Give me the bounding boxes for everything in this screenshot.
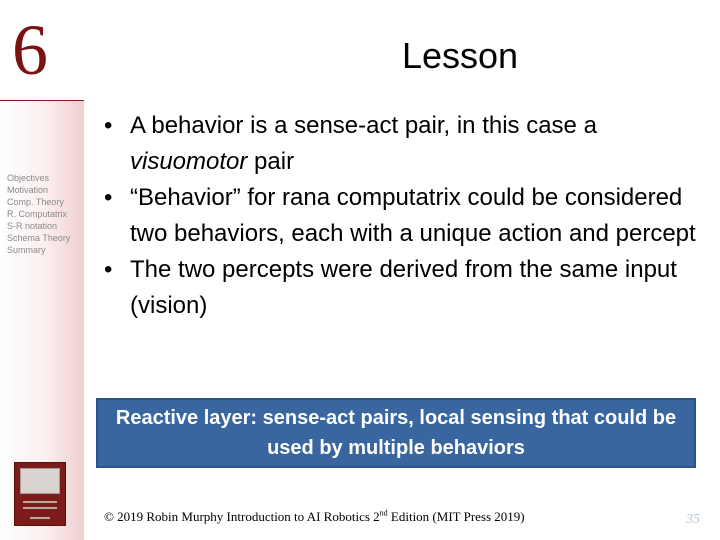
- footer-text: © 2019 Robin Murphy Introduction to AI Robotics 2: [104, 509, 380, 524]
- footer-text-end: Edition (MIT Press 2019): [387, 509, 525, 524]
- bullet-item: [104, 180, 704, 252]
- bullet-glyph: •: [104, 184, 113, 211]
- book-cover-decoration: [30, 517, 50, 519]
- nav-item-schema-theory[interactable]: Schema Theory: [7, 233, 71, 243]
- callout-text: Reactive layer: sense-act pairs, local sensing that could be used by multiple behaviors: [115, 407, 677, 459]
- bullet-text: A behavior is a sense-act pair, in this case a: [130, 112, 597, 139]
- bullet-list: [104, 108, 704, 324]
- bullet-glyph: •: [104, 256, 113, 283]
- nav-item-comp-theory[interactable]: Comp. Theory: [7, 197, 64, 207]
- bullet-item: [104, 108, 704, 180]
- nav-item-r-computatrix[interactable]: R. Computatrix: [7, 209, 68, 219]
- nav-item-objectives[interactable]: Objectives: [7, 173, 50, 183]
- bullet-text-end: pair: [247, 148, 295, 175]
- page-number: 35: [686, 512, 700, 527]
- slide-title: Lesson: [401, 35, 519, 76]
- nav-item-summary[interactable]: Summary: [7, 245, 46, 255]
- bullet-emphasis: visuomotor: [130, 148, 248, 175]
- footer-superscript: nd: [379, 508, 388, 518]
- bullet-text: The two percepts were derived from the same input (vision): [130, 256, 677, 319]
- callout-box: [96, 398, 696, 468]
- nav-item-motivation[interactable]: Motivation: [7, 185, 49, 195]
- book-cover-decoration: [23, 507, 57, 509]
- bullet-text: “Behavior” for rana computatrix could be considered two behaviors, each with a unique action and percept: [130, 184, 696, 247]
- chapter-number: 6: [12, 10, 48, 90]
- section-nav: [7, 172, 70, 256]
- book-cover-image: [14, 462, 66, 526]
- bullet-glyph: •: [104, 112, 113, 139]
- nav-item-sr-notation[interactable]: S-R notation: [7, 221, 58, 231]
- bullet-item: [104, 252, 704, 324]
- copyright-footer: [104, 508, 604, 526]
- sidebar-divider: [0, 100, 84, 101]
- book-cover-decoration: [23, 501, 57, 503]
- book-cover-photo: [20, 468, 60, 494]
